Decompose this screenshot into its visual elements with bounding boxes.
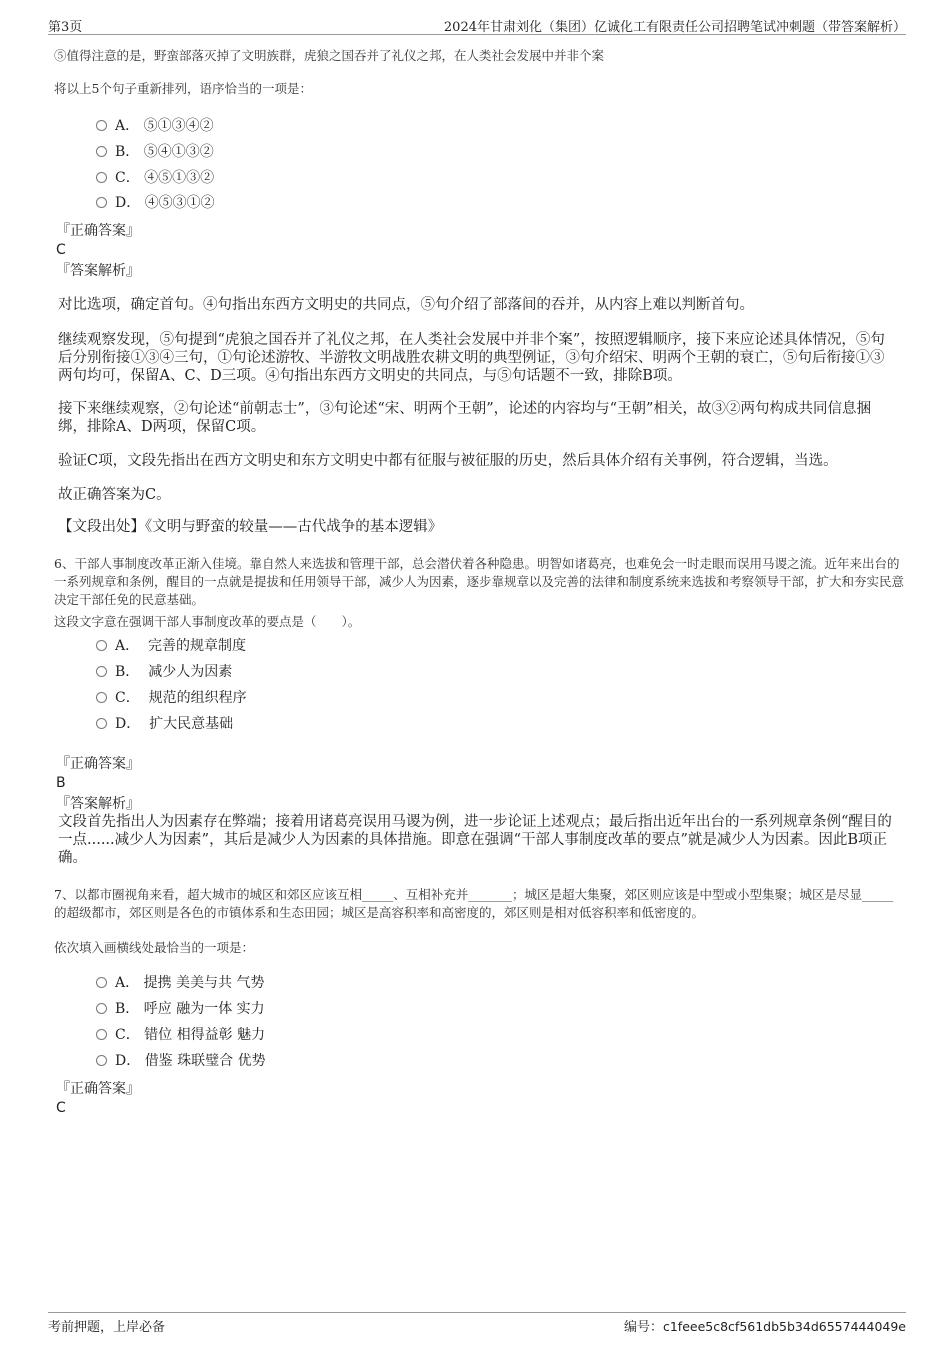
q6-question: 这段文字意在强调干部人事制度改革的要点是（ ）。 — [54, 614, 361, 629]
q6-answer-label: 『正确答案』 — [56, 756, 140, 772]
q6-analysis-label: 『答案解析』 — [56, 796, 140, 812]
q5-answer: C — [56, 242, 66, 258]
footer-slogan: 考前押题，上岸必备 — [48, 1320, 166, 1335]
radio-icon[interactable] — [96, 146, 107, 157]
q6-answer: B — [56, 775, 66, 791]
document-title: 2024年甘肃刘化（集团）亿诚化工有限责任公司招聘笔试冲刺题（带答案解析） — [443, 20, 906, 35]
radio-icon[interactable] — [96, 666, 107, 677]
q7-answer-label: 『正确答案』 — [56, 1081, 140, 1097]
q5-sentence-5: ⑤值得注意的是，野蛮部落灭掉了文明族群，虎狼之国吞并了礼仪之邦，在人类社会发展中并非个案 — [54, 48, 605, 63]
q7-answer: C — [56, 1100, 66, 1116]
q5-source: 【文段出处】《文明与野蛮的较量——古代战争的基本逻辑》 — [58, 519, 443, 535]
q6-option-a[interactable]: A． 完善的规章制度 — [96, 636, 246, 656]
radio-icon[interactable] — [96, 1003, 107, 1014]
radio-icon[interactable] — [96, 718, 107, 729]
q5-option-c[interactable]: C． ④⑤①③② — [96, 168, 214, 188]
radio-icon[interactable] — [96, 1029, 107, 1040]
radio-icon[interactable] — [96, 197, 107, 208]
q5-option-d[interactable]: D． ④⑤③①② — [96, 193, 215, 213]
q6-option-d[interactable]: D． 扩大民意基础 — [96, 714, 233, 734]
q7-option-d[interactable]: D． 借鉴 珠联璧合 优势 — [96, 1051, 266, 1071]
q5-analysis-p5: 故正确答案为C。 — [58, 487, 171, 503]
q7-option-c[interactable]: C． 错位 相得益彰 魅力 — [96, 1025, 265, 1045]
q6-option-c[interactable]: C． 规范的组织程序 — [96, 688, 247, 708]
q7-prompt: 依次填入画横线处最恰当的一项是： — [54, 940, 255, 955]
q7-stem: 7、以都市圈视角来看，超大城市的城区和郊区应该互相_____、互相补充并_______；城区是超大集聚，郊区则应该是中型或小型集聚；城区是尽显_____的超级都市，郊区则是各色的市镇体系和生态田园；城区是高容积率和高密度的，郊区则是相对低容积率和低密度的。 — [54, 887, 894, 920]
q5-analysis-p4: 验证C项，文段先指出在西方文明史和东方文明史中都有征服与被征服的历史，然后具体介绍有关事例，符合逻辑，当选。 — [58, 453, 838, 469]
q5-analysis-p1: 对比选项，确定首句。④句指出东西方文明史的共同点，⑤句介绍了部落间的吞并，从内容上难以判断首句。 — [58, 297, 754, 313]
q5-option-b[interactable]: B． ⑤④①③② — [96, 142, 214, 162]
q5-prompt: 将以上5个句子重新排列，语序恰当的一项是： — [54, 81, 312, 96]
q5-analysis-p2: 继续观察发现，⑤句提到“虎狼之国吞并了礼仪之邦，在人类社会发展中并非个案”，按照逻辑顺序，接下来应论述具体情况，⑤句后分别衔接①③④三句，①句论述游牧、半游牧文明战胜农耕文明的典型例证，③句介绍宋、明两个王朝的衰亡，⑤句后衔接①③两句均可，保留A、C、D三项。④句指出东西方文明史的共同点，与⑤句话题不一致，排除B项。 — [58, 332, 885, 384]
radio-icon[interactable] — [96, 692, 107, 703]
q5-analysis-label: 『答案解析』 — [56, 263, 140, 279]
q7-option-a[interactable]: A． 提携 美美与共 气势 — [96, 973, 264, 993]
page-number: 第3页 — [48, 20, 83, 35]
page-header — [48, 14, 906, 35]
footer-code: 编号：c1feee5c8cf561db5b34d6557444049e — [623, 1319, 906, 1335]
radio-icon[interactable] — [96, 1055, 107, 1066]
q5-option-a[interactable]: A． ⑤①③④② — [96, 116, 214, 136]
page-footer — [48, 1312, 906, 1333]
q7-option-b[interactable]: B． 呼应 融为一体 实力 — [96, 999, 265, 1019]
q6-option-b[interactable]: B． 减少人为因素 — [96, 662, 232, 682]
radio-icon[interactable] — [96, 120, 107, 131]
q5-analysis-p3: 接下来继续观察，②句论述“前朝志士”，③句论述“宋、明两个王朝”，论述的内容均与“王朝”相关，故③②两句构成共同信息捆绑，排除A、D两项，保留C项。 — [58, 401, 871, 435]
q6-stem: 6、干部人事制度改革正渐入佳境。靠自然人来选拔和管理干部，总会潜伏着各种隐患。明智如诸葛亮，也难免会一时走眼而误用马谡之流。近年来出台的一系列规章和条例，醒目的一点就是提拔和任用领导干部，减少人为因素，逐步靠规章以及完善的法律和制度系统来选拔和考察领导干部，扩大和夯实民意决定干部任免的民意基础。 — [54, 556, 905, 607]
q6-analysis: 文段首先指出人为因素存在弊端；接着用诸葛亮误用马谡为例，进一步论证上述观点；最后指出近年出台的一系列规章条例“醒目的一点......减少人为因素”，其后是减少人为因素的具体措施。即意在强调“干部人事制度改革的要点”就是减少人为因素。因此B项正确。 — [58, 814, 892, 866]
radio-icon[interactable] — [96, 640, 107, 651]
radio-icon[interactable] — [96, 977, 107, 988]
q5-answer-label: 『正确答案』 — [56, 223, 140, 239]
radio-icon[interactable] — [96, 172, 107, 183]
